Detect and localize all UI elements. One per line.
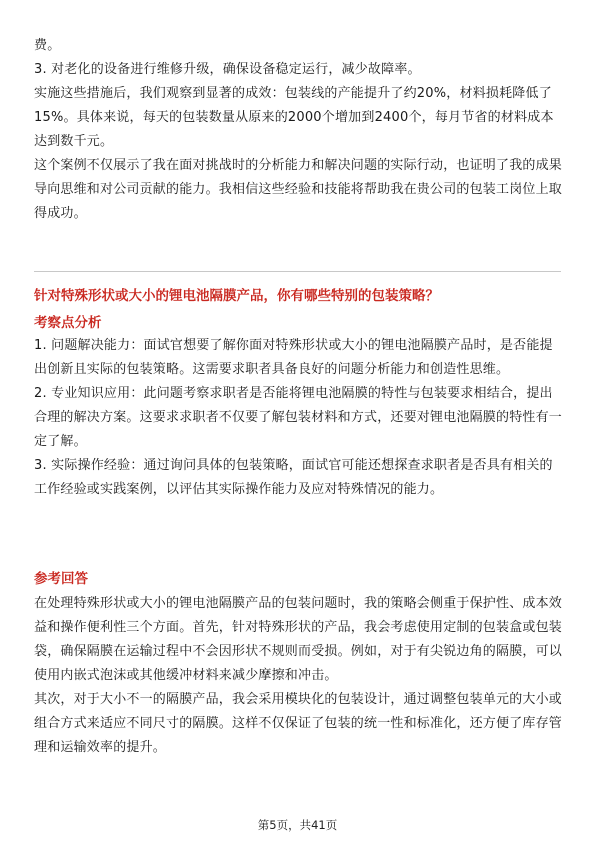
- paragraph: 实施这些措施后，我们观察到显著的成效：包装线的产能提升了约20%，材料损耗降低了15%。具体来说，每天的包装数量从原来的2000个增加到2400个，每月节省的材料成本达到数千元。: [34, 86, 554, 149]
- previous-answer-continuation: [34, 34, 562, 226]
- text-line: 3. 对老化的设备进行维修升级，确保设备稳定运行，减少故障率。: [34, 62, 421, 77]
- answer-paragraph: 在处理特殊形状或大小的锂电池隔膜产品的包装问题时，我的策略会侧重于保护性、成本效益和操作便利性三个方面。首先，针对特殊形状的产品，我会考虑使用定制的包装盒或包装袋，确保隔膜在运输过程中不会因形状不规则而受损。例如，对于有尖锐边角的隔膜，可以使用内嵌式泡沫或其他缓冲材料来减少摩擦和冲击。: [34, 596, 563, 683]
- answer-paragraph: 其次，对于大小不一的隔膜产品，我会采用模块化的包装设计，通过调整包装单元的大小或组合方式来适应不同尺寸的隔膜。这样不仅保证了包装的统一性和标准化，还方便了库存管理和运输效率的提升。: [34, 692, 563, 755]
- answer-body: [34, 592, 562, 760]
- paragraph: 这个案例不仅展示了我在面对挑战时的分析能力和解决问题的实际行动，也证明了我的成果导向思维和对公司贡献的能力。我相信这些经验和技能将帮助我在贵公司的包装工岗位上取得成功。: [34, 158, 563, 221]
- analysis-list: [34, 334, 562, 502]
- section-divider: [34, 271, 561, 272]
- answer-heading: 参考回答: [34, 571, 88, 587]
- analysis-heading: 考察点分析: [34, 315, 102, 331]
- analysis-section: [34, 312, 562, 334]
- analysis-item: 2. 专业知识应用：此问题考察求职者是否能将锂电池隔膜的特性与包装要求相结合，提出合理的解决方案。这要求求职者不仅要了解包装材料和方式，还要对锂电池隔膜的特性有一定了解。: [34, 386, 563, 449]
- question-title: 针对特殊形状或大小的锂电池隔膜产品，你有哪些特别的包装策略？: [34, 288, 439, 304]
- analysis-item: 1. 问题解决能力：面试官想要了解你面对特殊形状或大小的锂电池隔膜产品时，是否能提出创新且实际的包装策略。这需要求职者具备良好的问题分析能力和创造性思维。: [34, 338, 553, 377]
- text-line: 费。: [34, 38, 61, 53]
- answer-section: [34, 568, 562, 590]
- page-number: 第5页，共41页: [257, 818, 338, 832]
- question-section: [34, 285, 562, 307]
- analysis-item: 3. 实际操作经验：通过询问具体的包装策略，面试官可能还想探查求职者是否具有相关的工作经验或实践案例，以评估其实际操作能力及应对特殊情况的能力。: [34, 458, 553, 497]
